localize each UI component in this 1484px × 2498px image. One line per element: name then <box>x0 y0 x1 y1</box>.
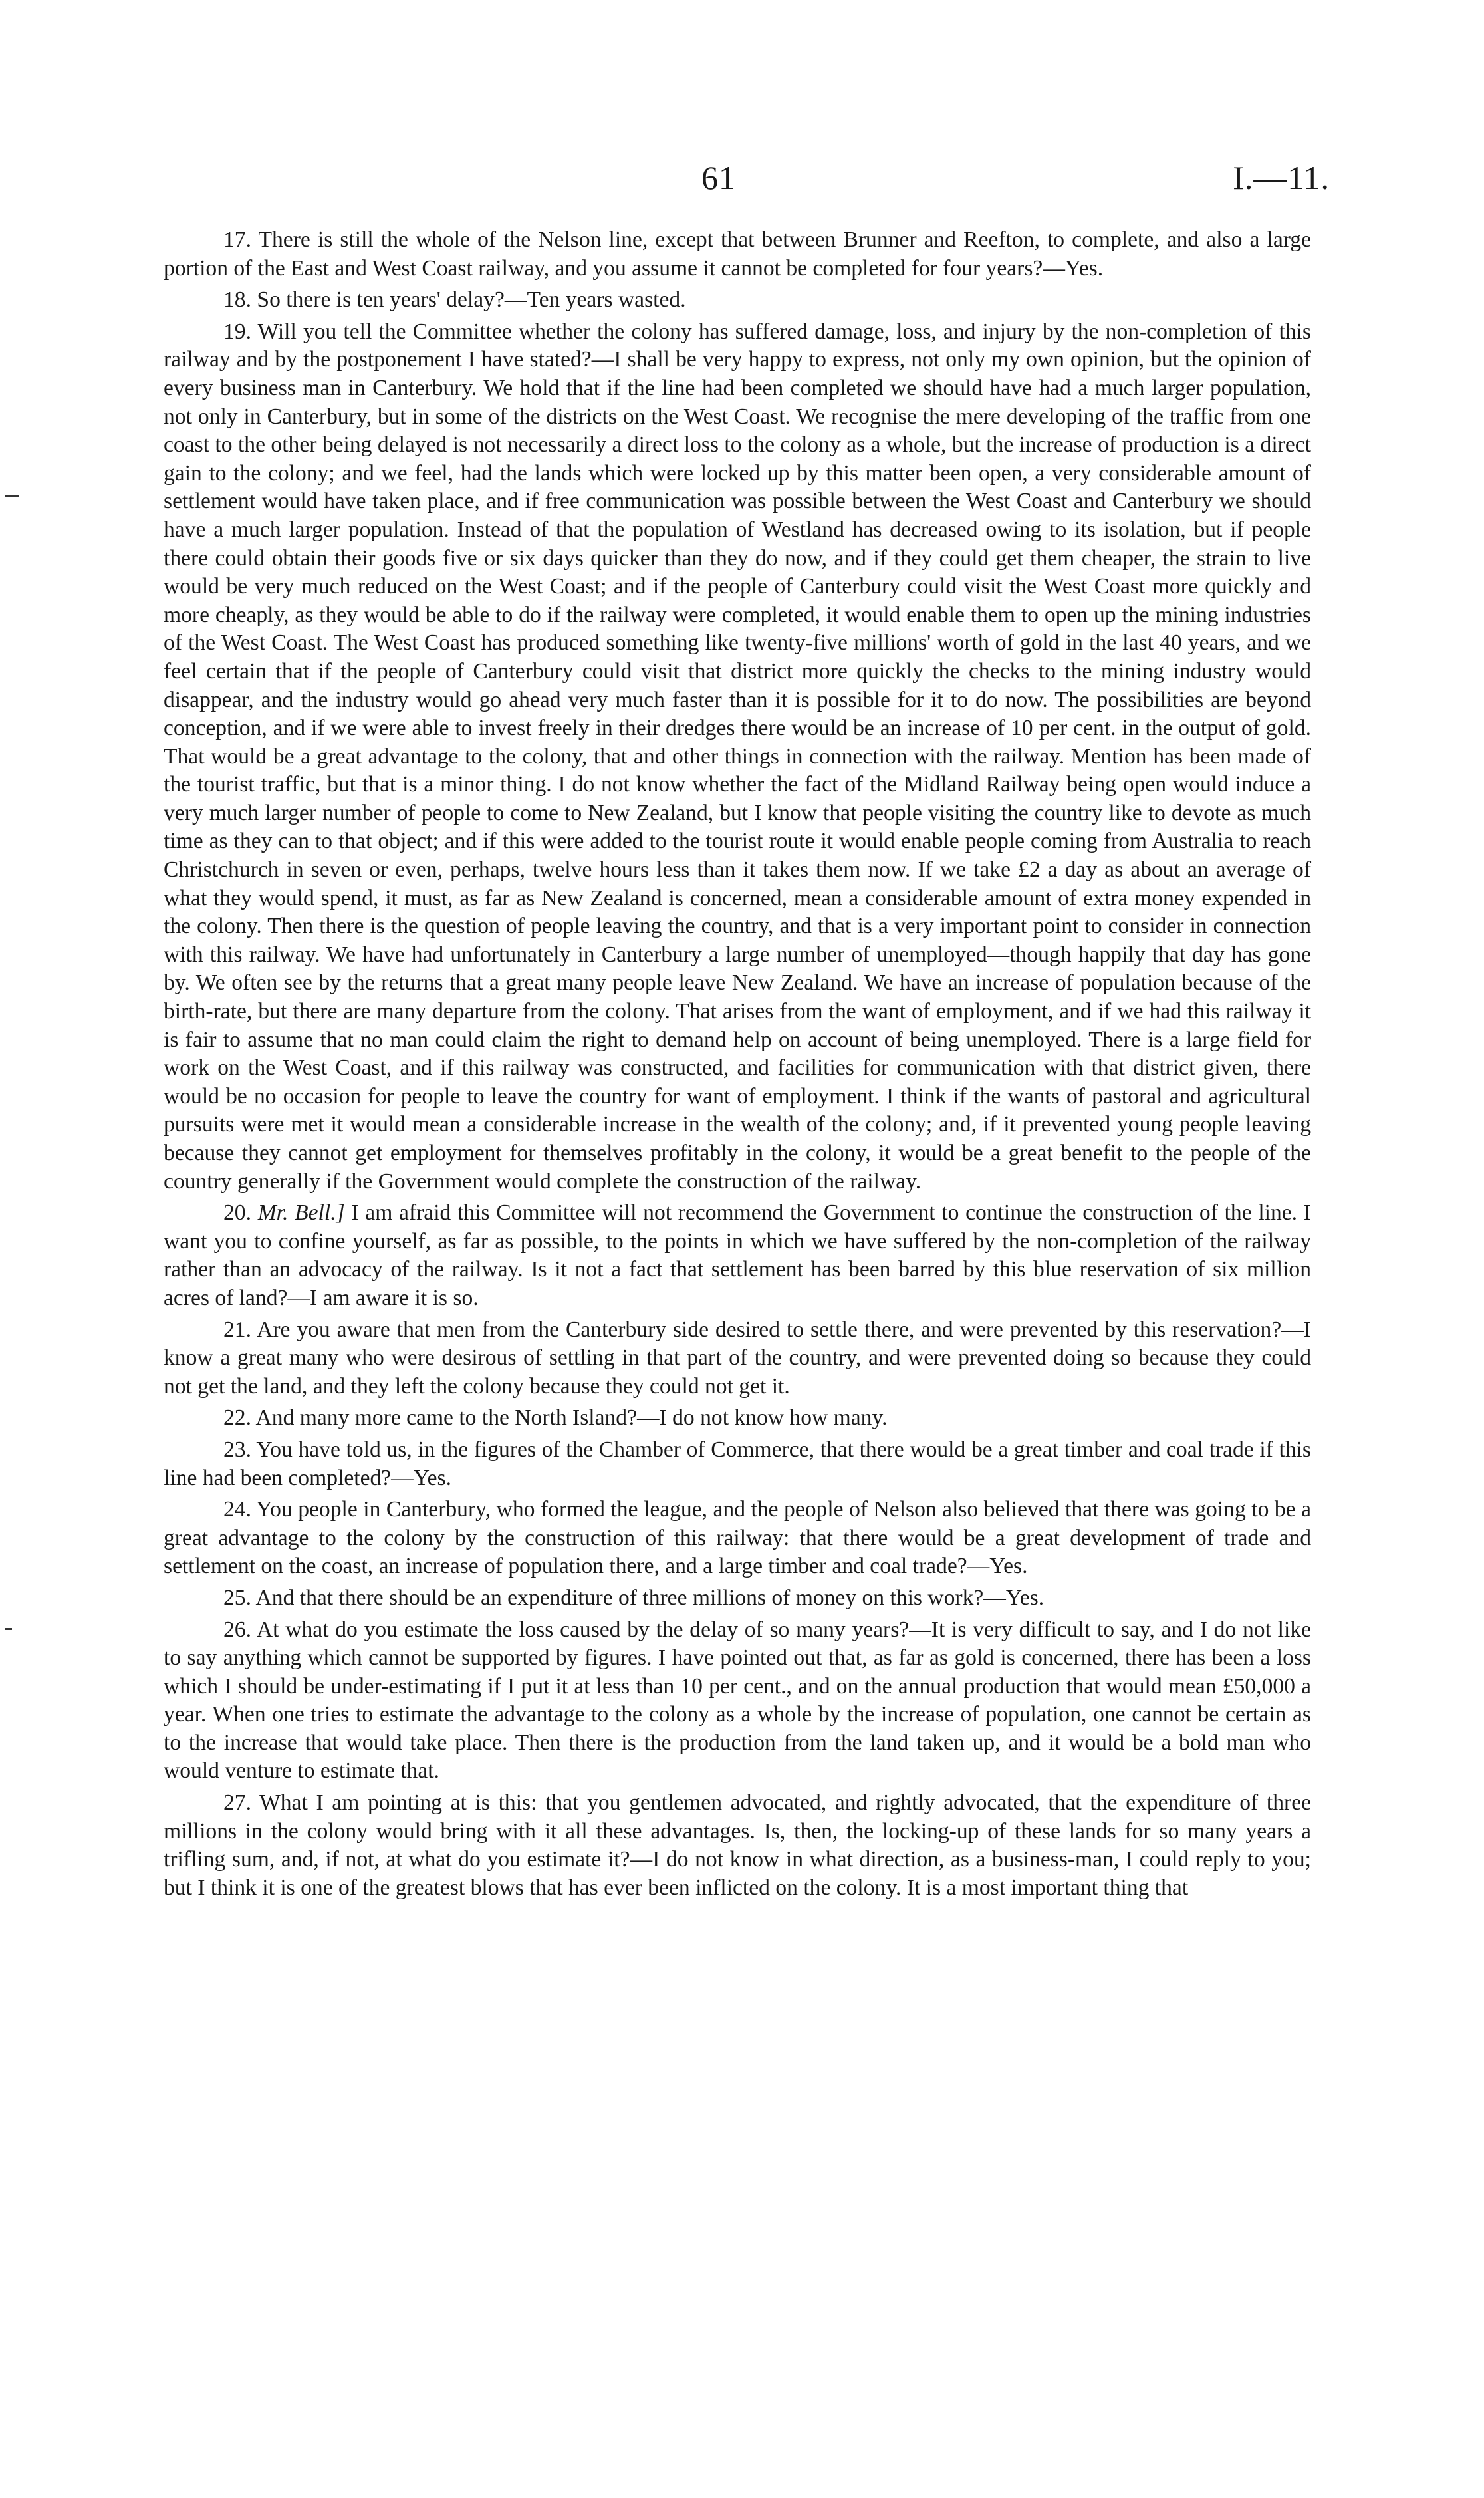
question-paragraph-19 <box>164 318 1311 1196</box>
question-number: 25. <box>223 1585 251 1610</box>
question-text: And that there should be an expenditure of three millions of money on this work?—Yes. <box>255 1585 1045 1610</box>
page-number: 61 <box>701 159 736 196</box>
question-number: 27. <box>223 1790 251 1816</box>
question-number: 24. <box>223 1497 251 1522</box>
question-text: I am afraid this Committee will not recommend the Government to continue the construction of the line. I want you to confine yourself, as far as possible, to the points in which we have suffered by the non-completion of the railway rather than an advocacy of the railway. Is it not a fact that settlement has been barred by this blue reservation of six million acres of land?—I am aware it is so. <box>164 1200 1311 1310</box>
speaker-name: Mr. Bell.] <box>257 1200 345 1226</box>
margin-tick-mark <box>5 495 19 497</box>
page-header <box>0 146 1484 206</box>
question-text: Will you tell the Committee whether the colony has suffered damage, loss, and injury by the non-completion of this railway and by the postponement I have stated?—I shall be very happy to express, not only my own opinion, but the opinion of every business man in Canterbury. We hold that if the line had been completed we should have had a much larger population, not only in Canterbury, but in some of the districts on the West Coast. We recognise the mere developing of the traffic from one coast to the other being delayed is not necessarily a direct loss to the colony as a whole, but the increase of production is a direct gain to the colony; and we feel, had the lands which were locked up by this matter been open, a very considerable amount of settlement would have taken place, and if free communication was possible between the West Coast and Canterbury we should have a much larger population. Instead of that the population of Westland has decreased owing to its isolation, but if people there could obtain their goods five or six days quicker than they do now, and if they could get them cheaper, the strain to live would be very much reduced on the West Coast; and if the people of Canterbury could visit the West Coast more quickly and more cheaply, as they would be able to do if the railway were completed, it would enable them to open up the mining industries of the West Coast. The West Coast has produced something like twenty-five millions' worth of gold in the last 40 years, and we feel certain that if the people of Canterbury could visit that district more quickly the checks to the mining industry would disappear, and the industry would go ahead very much faster than it is possible for it to do now. The possibilities are beyond conception, and if we were able to invest freely in their dredges there would be an increase of 10 per cent. in the output of gold. That would be a great advantage to the colony, that and other things in connection with the railway. Mention has been made of the tourist traffic, but that is a minor thing. I do not know whether the fact of the Midland Railway being open would induce a very much larger number of people to come to New Zealand, but I know that people visiting the country like to devote as much time as they can to that object; and if this were added to the tourist route it would enable people coming from Australia to reach Christchurch in seven or even, perhaps, twelve hours less than it takes them now. If we take £2 a day as about an average of what they would spend, it must, as far as New Zealand is concerned, mean a considerable amount of extra money expended in the colony. Then there is the question of people leaving the country, and that is a very important point to consider in connection with this railway. We have had unfortunately in Canterbury a large number of unemployed—though happily that day has gone by. We often see by the returns that a great many people leave New Zealand. We have an increase of population because of the birth-rate, but there are many departure from the colony. That arises from the want of employment, and if we had this railway it is fair to assume that no man could claim the right to demand help on account of being unemployed. There is a large field for work on the West Coast, and if this railway was constructed, and facilities for communication with that district given, there would be no occasion for people to leave the country for want of employment. I think if the wants of pastoral and agricultural pursuits were met it would mean a considerable increase in the wealth of the colony; and, if it prevented young people leaving because they cannot get employment for themselves profitably in the colony, it would be a great benefit to the people of the country generally if the Government would complete the construction of the railway. <box>164 319 1311 1194</box>
question-text: At what do you estimate the loss caused by the delay of so many years?—It is very difficult to say, and I do not like to say anything which cannot be supported by figures. I have pointed out that, as far as gold is concerned, there has been a loss which I should be under-estimating if I put it at less than 10 per cent., and on the annual production that would mean £50,000 a year. When one tries to estimate the advantage to the colony as a whole by the increase of population, one cannot be certain as to the increase that would take place. Then there is the production from the land taken up, and it would be a bold man who would venture to estimate that. <box>164 1617 1312 1784</box>
page-reference: I.—11. <box>1233 159 1330 196</box>
question-text: And many more came to the North Island?—I do not know how many. <box>255 1405 888 1431</box>
question-text: So there is ten years' delay?—Ten years wasted. <box>257 287 686 313</box>
question-number: 22. <box>223 1405 251 1431</box>
question-text: There is still the whole of the Nelson line, except that between Brunner and Reefton, to complete, and also a large portion of the East and West Coast railway, and you assume it cannot be completed for four years?—Yes. <box>164 227 1311 281</box>
question-paragraph-21 <box>164 1316 1311 1401</box>
question-number: 17. <box>223 227 251 252</box>
question-paragraph-20 <box>164 1199 1311 1312</box>
question-paragraph-17 <box>164 226 1311 283</box>
question-paragraph-24 <box>164 1496 1311 1581</box>
question-paragraph-18 <box>164 286 1311 315</box>
question-text: You have told us, in the figures of the Chamber of Commerce, that there would be a great timber and coal trade if this line had been completed?—Yes. <box>164 1437 1311 1490</box>
question-paragraph-27 <box>164 1789 1311 1902</box>
question-number: 23. <box>223 1437 251 1462</box>
question-paragraph-25 <box>164 1584 1311 1613</box>
question-paragraph-26 <box>164 1616 1311 1786</box>
question-paragraph-22 <box>164 1404 1311 1433</box>
question-text: You people in Canterbury, who formed the league, and the people of Nelson also believed that there was going to be a great advantage to the colony by the construction of this railway: that there would be a great development of trade and settlement on the coast, an increase of population there, and a large timber and coal trade?—Yes. <box>164 1497 1311 1579</box>
question-number: 20. <box>223 1200 251 1226</box>
question-number: 21. <box>223 1317 251 1342</box>
margin-tick-mark <box>5 1628 12 1630</box>
question-paragraph-23 <box>164 1436 1311 1492</box>
question-number: 18. <box>223 287 251 313</box>
question-text: Are you aware that men from the Canterbury side desired to settle there, and were prevented by this reservation?—I know a great many who were desirous of settling in that part of the country, and were prevented doing so because they could not get the land, and they left the colony because they could not get it. <box>164 1317 1311 1399</box>
question-text: What I am pointing at is this: that you gentlemen advocated, and rightly advocated, that the expenditure of three millions in the colony would bring with it all these advantages. Is, then, the locking-up of these lands for so many years a trifling sum, and, if not, at what do you estimate it?—I do not know in what direction, as a business-man, I could reply to you; but I think it is one of the greatest blows that has ever been inflicted on the colony. It is a most important thing that <box>164 1790 1312 1900</box>
question-number: 19. <box>223 319 251 344</box>
document-body <box>164 226 1311 1905</box>
question-number: 26. <box>223 1617 251 1642</box>
